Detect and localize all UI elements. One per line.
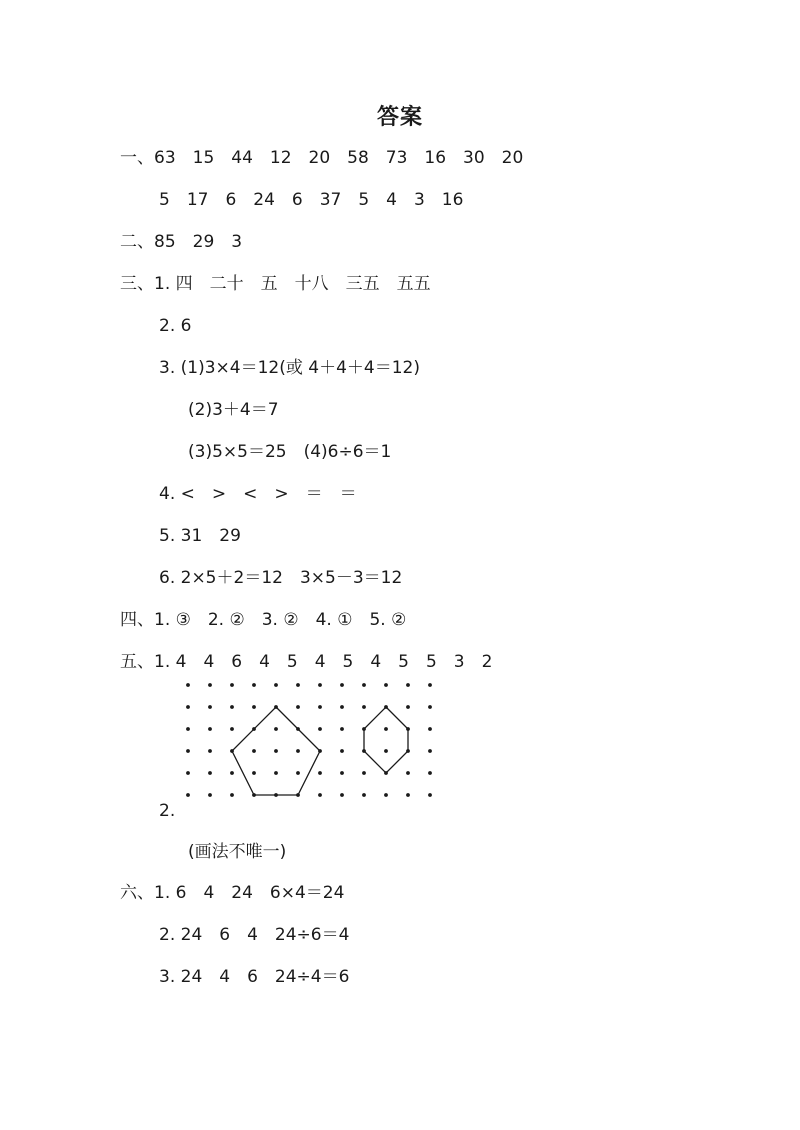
- section-label: 五、: [120, 652, 154, 672]
- grid-dot: [296, 683, 300, 687]
- grid-dot: [362, 771, 366, 775]
- grid-dot: [428, 727, 432, 731]
- grid-dot: [208, 793, 212, 797]
- section-label: 三、: [120, 274, 154, 294]
- dot-grid-svg: [180, 674, 440, 804]
- answer-text: 85 29 3: [154, 232, 243, 252]
- grid-dot: [186, 727, 190, 731]
- answer-text: 2. 6: [159, 316, 192, 336]
- answer-line: [159, 188, 463, 212]
- grid-dot: [252, 705, 256, 709]
- section-label: 六、: [120, 883, 154, 903]
- answer-text: 1. ③ 2. ② 3. ② 4. ① 5. ②: [154, 610, 407, 630]
- grid-dot: [406, 705, 410, 709]
- answer-line: [120, 272, 431, 296]
- grid-dot: [428, 683, 432, 687]
- grid-dot: [186, 683, 190, 687]
- grid-dot: [428, 749, 432, 753]
- grid-dot: [362, 683, 366, 687]
- grid-dot: [428, 705, 432, 709]
- grid-dot: [428, 793, 432, 797]
- section-label: 二、: [120, 232, 154, 252]
- dot-grid-figure: [180, 674, 440, 804]
- page-title: 答案: [376, 105, 423, 130]
- answer-line: [188, 398, 279, 422]
- answer-text: 63 15 44 12 20 58 73 16 30 20: [154, 148, 524, 168]
- grid-dot: [296, 727, 300, 731]
- answer-text: 3. (1)3×4＝12(或 4＋4＋4＝12): [159, 358, 420, 378]
- grid-dot: [340, 771, 344, 775]
- grid-dot: [384, 683, 388, 687]
- grid-dot: [318, 727, 322, 731]
- grid-dot: [274, 683, 278, 687]
- grid-dot: [318, 683, 322, 687]
- answer-text: 5. 31 29: [159, 526, 241, 546]
- grid-dot: [208, 683, 212, 687]
- grid-dot: [252, 727, 256, 731]
- answer-line: [120, 230, 242, 254]
- grid-dot: [318, 749, 322, 753]
- grid-dot: [274, 727, 278, 731]
- answer-line: [188, 440, 391, 464]
- grid-dot: [406, 683, 410, 687]
- grid-dot: [252, 683, 256, 687]
- grid-dot: [428, 771, 432, 775]
- answer-text: (画法不唯一): [188, 842, 287, 862]
- grid-dot: [230, 793, 234, 797]
- answer-text: 5 17 6 24 6 37 5 4 3 16: [159, 190, 464, 210]
- grid-dot: [340, 749, 344, 753]
- answer-line: [159, 356, 420, 380]
- grid-dot: [296, 793, 300, 797]
- grid-dot: [208, 705, 212, 709]
- grid-dot: [186, 705, 190, 709]
- answer-line: [159, 524, 241, 548]
- grid-dot: [318, 793, 322, 797]
- grid-dot: [384, 771, 388, 775]
- answer-text: 2.: [159, 801, 176, 821]
- grid-dot: [230, 771, 234, 775]
- grid-dot: [406, 727, 410, 731]
- answer-line: [159, 566, 402, 590]
- answer-text: (2)3＋4＝7: [188, 400, 279, 420]
- answer-line: [120, 146, 523, 170]
- answer-line: [159, 965, 349, 989]
- answer-text: 1. 4 4 6 4 5 4 5 4 5 5 3 2: [154, 652, 493, 672]
- grid-dot: [406, 749, 410, 753]
- answer-text: 4. < > < > ＝ ＝: [159, 484, 357, 504]
- grid-dot: [318, 705, 322, 709]
- grid-dot: [252, 749, 256, 753]
- answer-line: [120, 650, 492, 674]
- answer-text: 2. 24 6 4 24÷6＝4: [159, 925, 350, 945]
- grid-dot: [340, 727, 344, 731]
- answer-text: (3)5×5＝25 (4)6÷6＝1: [188, 442, 392, 462]
- answer-line: [120, 608, 406, 632]
- grid-dot: [208, 727, 212, 731]
- answer-text: 3. 24 4 6 24÷4＝6: [159, 967, 350, 987]
- answer-line: [188, 840, 286, 864]
- grid-dot: [230, 683, 234, 687]
- grid-dot: [384, 749, 388, 753]
- answer-line: [159, 923, 349, 947]
- grid-dot: [362, 793, 366, 797]
- grid-dot: [318, 771, 322, 775]
- grid-dot: [252, 793, 256, 797]
- section-label: 一、: [120, 148, 154, 168]
- grid-dot: [406, 771, 410, 775]
- hexagon-shape: [364, 707, 408, 773]
- grid-dot: [406, 793, 410, 797]
- answer-line: [159, 482, 357, 506]
- answer-text: 1. 6 4 24 6×4＝24: [154, 883, 345, 903]
- answer-text: 1. 四 二十 五 十八 三五 五五: [154, 274, 431, 294]
- grid-dot: [340, 683, 344, 687]
- grid-dot: [296, 705, 300, 709]
- answer-text: 6. 2×5＋2＝12 3×5－3＝12: [159, 568, 403, 588]
- grid-dot: [274, 705, 278, 709]
- grid-dot: [296, 749, 300, 753]
- grid-dot: [384, 705, 388, 709]
- grid-dot: [208, 749, 212, 753]
- grid-dot: [296, 771, 300, 775]
- grid-dot: [186, 749, 190, 753]
- grid-dot: [208, 771, 212, 775]
- grid-dot: [274, 771, 278, 775]
- grid-dot: [362, 727, 366, 731]
- grid-dot: [340, 793, 344, 797]
- grid-dot: [384, 793, 388, 797]
- grid-dot: [186, 771, 190, 775]
- grid-dot: [340, 705, 344, 709]
- grid-dot: [230, 749, 234, 753]
- grid-dot: [252, 771, 256, 775]
- grid-dot: [274, 793, 278, 797]
- answer-line: [159, 799, 175, 823]
- grid-dot: [362, 705, 366, 709]
- answer-line: [159, 314, 191, 338]
- grid-dot: [186, 793, 190, 797]
- section-label: 四、: [120, 610, 154, 630]
- grid-dot: [230, 705, 234, 709]
- grid-dot: [384, 727, 388, 731]
- grid-dot: [274, 749, 278, 753]
- answer-line: [120, 881, 344, 905]
- grid-dot: [230, 727, 234, 731]
- grid-dot: [362, 749, 366, 753]
